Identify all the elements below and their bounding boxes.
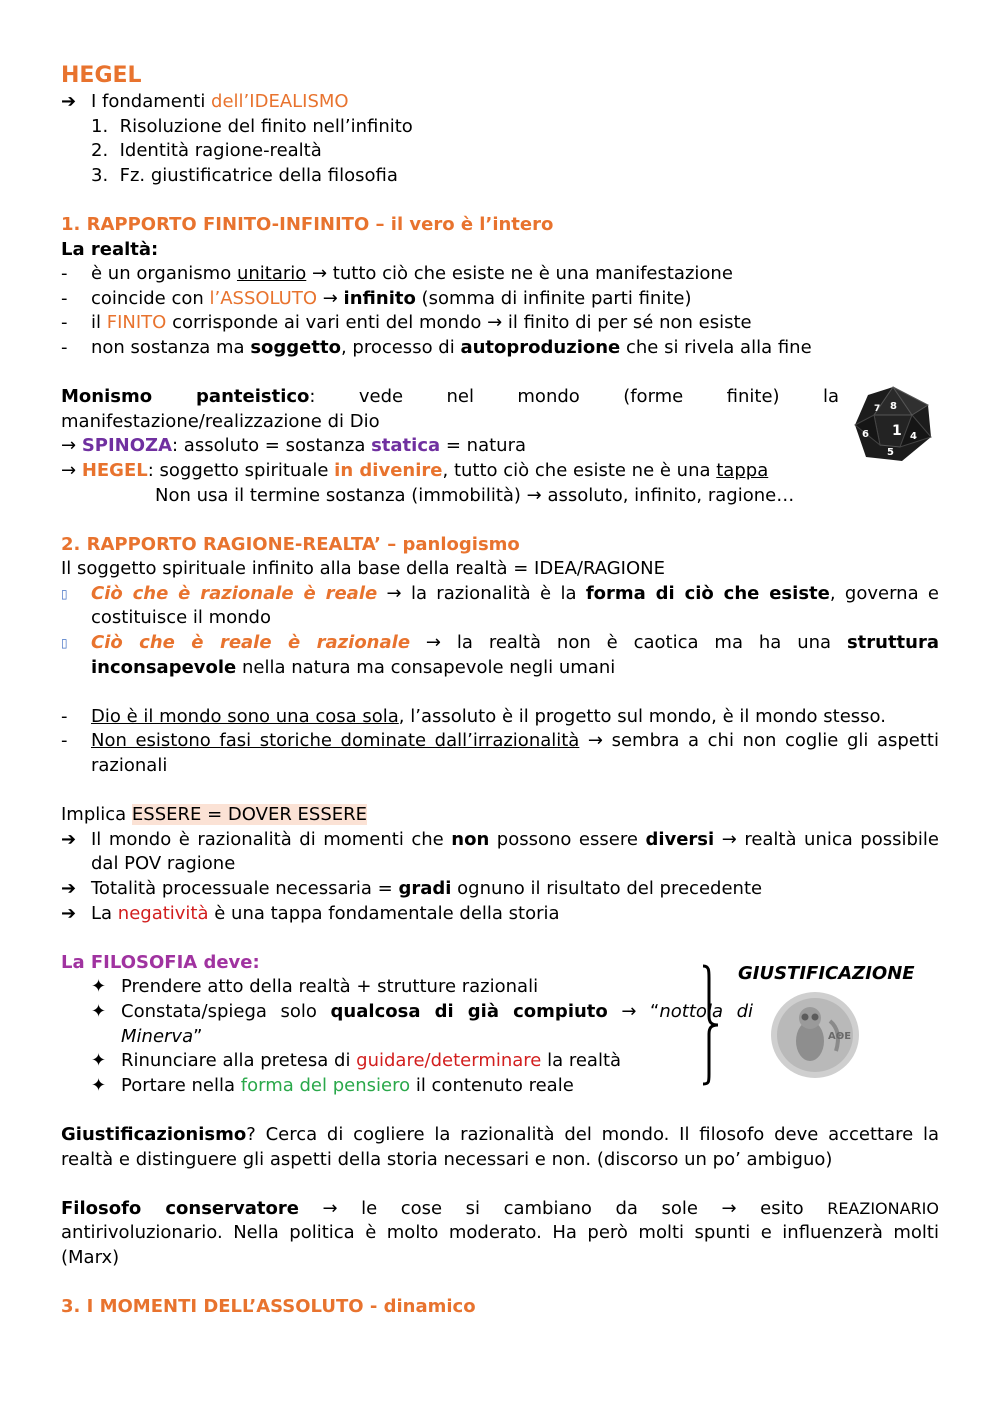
section-1-subheading: La realtà: <box>61 238 159 260</box>
implica-line: Implica ESSERE = DOVER ESSERE <box>61 804 368 826</box>
star-bullet-icon: ✦ <box>91 1074 107 1096</box>
list-item: - il FINITO corrisponde ai vari enti del mondo → il finito di per sé non esiste <box>61 312 752 334</box>
giustificazione-label: GIUSTIFICAZIONE <box>738 963 915 984</box>
svg-text:5: 5 <box>887 447 894 458</box>
idealismo-text: dell’IDEALISMO <box>211 91 349 112</box>
arrow-item: ➔ Totalità processuale necessaria = gradi ognuno il risultato del precedente <box>61 877 939 902</box>
hegel-line: → HEGEL: soggetto spirituale in divenire, tutto ciò che esiste ne è una tappa <box>61 459 769 481</box>
document-page <box>61 62 939 1320</box>
svg-text:4: 4 <box>910 431 917 442</box>
svg-text:1: 1 <box>892 423 902 439</box>
arrow-item: ➔ Il mondo è razionalità di momenti che non possono essere diversi → realtà unica possibile dal POV ragione <box>61 828 939 877</box>
filosofia-item: ✦ Constata/spiega solo qualcosa di già compiuto → “nottola di Minerva” <box>61 1000 939 1049</box>
section-1-heading: 1. RAPPORTO FINITO-INFINITO – il vero è l’intero <box>61 213 554 235</box>
svg-text:ΑΘΕ: ΑΘΕ <box>828 1031 852 1042</box>
page-title: HEGEL <box>61 63 142 88</box>
highlighted-text: ESSERE = DOVER ESSERE <box>131 804 368 826</box>
list-item: - Non esistono fasi storiche dominate dall’irrazionalità → sembra a chi non coglie gli aspetti razionali <box>61 730 939 777</box>
dash-bullet: - <box>61 263 68 285</box>
list-item: - è un organismo unitario → tutto ciò che esiste ne è una manifestazione <box>61 262 939 287</box>
svg-text:7: 7 <box>874 404 881 414</box>
arrow-bullet-icon: ➔ <box>61 828 77 850</box>
filosofia-item: ✦ Portare nella forma del pensiero il contenuto reale <box>61 1074 939 1099</box>
principle-item-2: ▯ Ciò che è reale è razionale → la realtà non è caotica ma ha una struttura inconsapevole nella natura ma consapevole negli umani <box>61 631 939 680</box>
conservatore-line: Filosofo conservatore → le cose si cambiano da sole → esito REAZIONARIO <box>61 1197 939 1219</box>
star-bullet-icon: ✦ <box>91 976 107 998</box>
d20-die-image <box>852 385 934 463</box>
list-item: - non sostanza ma soggetto, processo di autoproduzione che si rivela alla fine <box>61 336 812 358</box>
section-2-heading: 2. RAPPORTO RAGIONE-REALTA’ – panlogismo <box>61 533 520 555</box>
conservatore-line-3: (Marx) <box>61 1246 120 1268</box>
intro-item-1: 1. Risoluzione del finito nell’infinito <box>91 115 413 137</box>
square-bullet-icon: ▯ <box>61 586 68 601</box>
star-bullet-icon: ✦ <box>91 1000 107 1022</box>
star-bullet-icon: ✦ <box>91 1050 107 1072</box>
curly-brace-icon <box>700 964 726 1086</box>
monismo-line: Monismo panteistico: vede nel mondo (forme finite) la <box>61 386 839 408</box>
arrow-bullet-icon: ➔ <box>61 878 77 899</box>
list-item: - coincide con l’ASSOLUTO → infinito (somma di infinite parti finite) <box>61 287 692 309</box>
arrow-bullet-icon: ➔ <box>61 91 77 112</box>
section-3-heading: 3. I MOMENTI DELL’ASSOLUTO - dinamico <box>61 1296 476 1318</box>
filosofia-heading: La FILOSOFIA deve: <box>61 951 260 973</box>
giustificazionismo-line-2: realtà e distinguere gli aspetti della storia necessari e non. (discorso un po’ ambiguo) <box>61 1148 833 1170</box>
svg-text:8: 8 <box>890 401 897 412</box>
intro-item-2: 2. Identità ragione-realtà <box>91 140 322 162</box>
conservatore-line-2: antirivoluzionario. Nella politica è molto moderato. Ha però molti spunti e influenzerà molti <box>61 1222 939 1244</box>
svg-text:6: 6 <box>862 429 869 440</box>
list-item: - Dio è il mondo sono una cosa sola, l’assoluto è il progetto sul mondo, è il mondo stesso. <box>61 705 886 727</box>
principle-item-1: ▯ Ciò che è razionale è reale → la razionalità è la forma di ciò che esiste, governa e costituisce il mondo <box>61 582 939 631</box>
spinoza-line: → SPINOZA: assoluto = sostanza statica = natura <box>61 435 527 457</box>
intro-lead: ➔ I fondamenti dell’IDEALISMO <box>61 90 939 115</box>
filosofia-item: ✦ Prendere atto della realtà + strutture razionali <box>61 975 939 1000</box>
intro-item-3: 3. Fz. giustificatrice della filosofia <box>91 164 398 186</box>
giustificazionismo-line: Giustificazionismo? Cerca di cogliere la razionalità del mondo. Il filosofo deve accettare la <box>61 1123 939 1145</box>
owl-coin-image <box>770 991 860 1079</box>
square-bullet-icon: ▯ <box>61 636 68 651</box>
hegel-line-2: Non usa il termine sostanza (immobilità) → assoluto, infinito, ragione… <box>155 484 795 506</box>
filosofia-item: ✦ Rinunciare alla pretesa di guidare/determinare la realtà <box>61 1049 939 1074</box>
arrow-bullet-icon: ➔ <box>61 902 77 924</box>
arrow-item: ➔ La negatività è una tappa fondamentale della storia <box>61 902 939 927</box>
monismo-line-2: manifestazione/realizzazione di Dio <box>61 410 380 432</box>
section-2-intro: Il soggetto spirituale infinito alla base della realtà = IDEA/RAGIONE <box>61 558 665 580</box>
